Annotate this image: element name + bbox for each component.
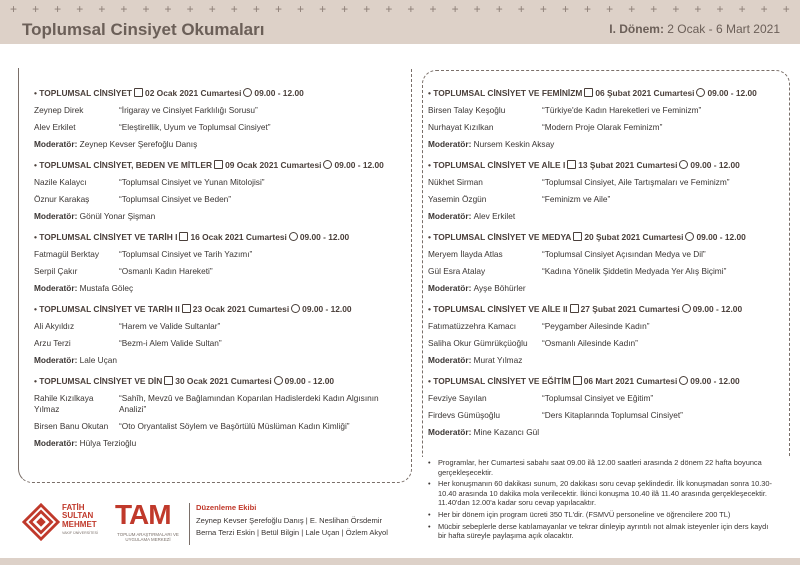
- talk-row: [34, 393, 404, 415]
- speaker-name: Nükhet Sirman: [428, 177, 483, 187]
- clock-icon: [682, 304, 691, 313]
- note-item: [428, 479, 778, 508]
- speaker-name: Öznur Karakaş: [34, 194, 90, 204]
- session-topic: TOPLUMSAL CİNSİYET, BEDEN VE MİTLER: [39, 160, 213, 170]
- moderator-name: Murat Yılmaz: [473, 355, 523, 365]
- session-date: 27 Şubat 2021 Cumartesi: [580, 304, 680, 314]
- bullet-icon: •: [428, 479, 431, 489]
- talk-title: “Ders Kitaplarında Toplumsal Cinsiyet”: [542, 410, 683, 420]
- speaker-name: Alev Erkilet: [34, 122, 76, 132]
- talk-row: [428, 249, 784, 260]
- session-date: 30 Ocak 2021 Cumartesi: [175, 376, 272, 386]
- moderator-label: Moderatör:: [34, 355, 78, 365]
- plus-glyph: +: [738, 2, 746, 16]
- moderator-name: Mustafa Göleç: [79, 283, 134, 293]
- org-line1: Zeynep Kevser Şerefoğlu Danış | E. Neslihan Örsdemir: [196, 515, 382, 525]
- talk-row: [428, 410, 784, 421]
- talk-title: “Toplumsal Cinsiyet ve Eğitim”: [542, 393, 654, 403]
- talk-row: [34, 249, 404, 260]
- session-topic: TOPLUMSAL CİNSİYET VE MEDYA: [433, 232, 572, 242]
- session-date: 13 Şubat 2021 Cumartesi: [578, 160, 678, 170]
- plus-glyph: +: [782, 2, 790, 16]
- talk-row: [34, 122, 404, 133]
- plus-glyph: +: [628, 2, 636, 16]
- moderator-line: [34, 139, 404, 150]
- talk-title: “Toplumsal Cinsiyet Açısından Medya ve Dil”: [542, 249, 706, 259]
- plus-glyph: +: [341, 2, 349, 16]
- fsm-subtitle: VAKIF ÜNİVERSİTESİ: [62, 531, 99, 536]
- speaker-name: Fatmagül Berktay: [34, 249, 100, 259]
- speaker-name: Rahile Kızılkaya Yılmaz: [34, 393, 94, 414]
- calendar-icon: [570, 304, 579, 313]
- speaker-name: Nazile Kalaycı: [34, 177, 87, 187]
- note-item: [428, 510, 778, 520]
- talk-row: [428, 321, 784, 332]
- note-item: [428, 458, 778, 477]
- moderator-line: [428, 211, 784, 222]
- talk-row: [428, 122, 784, 133]
- talk-row: [428, 194, 784, 205]
- speaker-name: Birsen Banu Okutan: [34, 421, 109, 431]
- speaker-name: Serpil Çakır: [34, 266, 78, 276]
- plus-glyph: +: [561, 2, 569, 16]
- talk-title: “Sahîh, Mevzû ve Bağlamından Koparılan Hadislerdeki Kadın Algısının Analizi”: [119, 393, 379, 414]
- talk-title: “Peygamber Ailesinde Kadın”: [542, 321, 650, 331]
- session-date: 09 Ocak 2021 Cumartesi: [225, 160, 322, 170]
- fsm-line2: SULTAN: [62, 511, 94, 521]
- plus-glyph: +: [672, 2, 680, 16]
- talk-row: [34, 421, 404, 432]
- session-time: 09.00 - 12.00: [707, 88, 757, 98]
- session-time: 09.00 - 12.00: [302, 304, 352, 314]
- footer-band: [0, 558, 800, 565]
- speaker-name: Zeynep Direk: [34, 105, 84, 115]
- talk-title: “Oto Oryantalist Söylem ve Başörtülü Müslüman Kadın Kimliği”: [119, 421, 350, 431]
- moderator-line: [428, 139, 784, 150]
- talk-row: [34, 338, 404, 349]
- calendar-icon: [182, 304, 191, 313]
- session-topic: TOPLUMSAL CİNSİYET VE TARİH I: [39, 232, 178, 242]
- fsm-line3: MEHMET: [62, 519, 97, 529]
- session-date: 23 Ocak 2021 Cumartesi: [192, 304, 290, 314]
- plus-glyph: +: [319, 2, 327, 16]
- organizing-team: [196, 502, 388, 540]
- clock-icon: [679, 160, 688, 169]
- calendar-icon: [573, 376, 582, 385]
- session-title: • TOPLUMSAL CİNSİYET VE AİLE II 27 Şubat 2021 Cumartesi 09.00 - 12.00: [428, 304, 743, 314]
- speaker-name: Saliha Okur Gümrükçüoğlu: [428, 338, 528, 348]
- clock-icon: [696, 88, 705, 97]
- plus-glyph: +: [539, 2, 547, 16]
- calendar-icon: [584, 88, 593, 97]
- note-text: Programlar, her Cumartesi sabahı saat 09.00 ilâ 12.00 saatleri arasında 2 dönem 22 hafta boyunca gerçekleşecektir.: [438, 458, 762, 477]
- plus-glyph: +: [429, 2, 437, 16]
- session-title: • TOPLUMSAL CİNSİYET VE EĞİTİM 06 Mart 2021 Cumartesi 09.00 - 12.00: [428, 376, 740, 386]
- plus-glyph: +: [230, 2, 238, 16]
- clock-icon: [289, 232, 298, 241]
- left-column: [34, 88, 404, 459]
- session-block: [428, 88, 784, 150]
- session-title: • TOPLUMSAL CİNSİYET VE TARİH II 23 Ocak 2021 Cumartesi 09.00 - 12.00: [34, 304, 352, 314]
- session-time: 09.00 - 12.00: [334, 160, 384, 170]
- moderator-label: Moderatör:: [428, 427, 472, 437]
- org-heading: Düzenleme Ekibi: [196, 503, 257, 512]
- session-block: [428, 160, 784, 222]
- speaker-name: Fatımatüzzehra Kamacı: [428, 321, 517, 331]
- session-topic: TOPLUMSAL CİNSİYET VE AİLE I: [433, 160, 566, 170]
- session-date: 02 Ocak 2021 Cumartesi: [145, 88, 242, 98]
- session-block: [34, 376, 404, 449]
- moderator-name: Ayşe Böhürler: [473, 283, 526, 293]
- note-text: Her bir dönem için program ücreti 350 TL'dir. (FSMVÜ personeline ve öğrencilere 200 TL): [438, 509, 731, 519]
- session-time: 09.00 - 12.00: [690, 160, 740, 170]
- speaker-name: Fevziye Sayılan: [428, 393, 487, 403]
- session-time: 09.00 - 12.00: [692, 304, 743, 314]
- session-title: • TOPLUMSAL CİNSİYET VE TARİH I 16 Ocak 2021 Cumartesi 09.00 - 12.00: [34, 232, 350, 242]
- plus-glyph: +: [10, 2, 18, 16]
- session-title: • TOPLUMSAL CİNSİYET 02 Ocak 2021 Cumartesi 09.00 - 12.00: [34, 88, 304, 98]
- talk-title: “Toplumsal Cinsiyet ve Tarih Yazımı”: [119, 249, 253, 259]
- session-time: 09.00 - 12.00: [284, 376, 335, 386]
- speaker-name: Firdevs Gümüşoğlu: [428, 410, 500, 420]
- page-title: Toplumsal Cinsiyet Okumaları: [22, 20, 265, 39]
- speaker-name: Gül Esra Atalay: [428, 266, 486, 276]
- moderator-label: Moderatör:: [34, 211, 78, 221]
- talk-title: “Türkiye'de Kadın Hareketleri ve Feminizm”: [542, 105, 702, 115]
- calendar-icon: [164, 376, 173, 385]
- speaker-name: Meryem İlayda Atlas: [428, 249, 503, 259]
- talk-title: “Modern Proje Olarak Feminizm”: [542, 122, 663, 132]
- speaker-name: Birsen Talay Keşoğlu: [428, 105, 506, 115]
- talk-title: “Osmanlı Kadın Hareketi”: [119, 266, 213, 276]
- plus-glyph: +: [252, 2, 260, 16]
- plus-glyph: +: [142, 2, 150, 16]
- session-block: [428, 376, 784, 438]
- moderator-name: Nursem Keskin Aksay: [473, 139, 555, 149]
- session-title: • TOPLUMSAL CİNSİYET, BEDEN VE MİTLER 09 Ocak 2021 Cumartesi 09.00 - 12.00: [34, 160, 384, 170]
- moderator-label: Moderatör:: [428, 139, 472, 149]
- plus-glyph: +: [208, 2, 216, 16]
- session-time: 09.00 - 12.00: [254, 88, 304, 98]
- talk-title: “Harem ve Valide Sultanlar”: [119, 321, 221, 331]
- moderator-label: Moderatör:: [34, 139, 78, 149]
- session-title: • TOPLUMSAL CİNSİYET VE FEMİNİZM 06 Şubat 2021 Cumartesi 09.00 - 12.00: [428, 88, 757, 98]
- session-block: [34, 232, 404, 294]
- moderator-line: [34, 211, 404, 222]
- talk-row: [34, 266, 404, 277]
- session-block: [428, 232, 784, 294]
- header-band: [0, 0, 800, 44]
- moderator-name: Mine Kazancı Gül: [473, 427, 540, 437]
- plus-glyph: +: [32, 2, 40, 16]
- speaker-name: Ali Akyıldız: [34, 321, 75, 331]
- talk-title: “Osmanlı Ailesinde Kadın”: [542, 338, 638, 348]
- bullet-icon: •: [428, 521, 431, 531]
- moderator-line: [428, 427, 784, 438]
- plus-glyph: +: [451, 2, 459, 16]
- moderator-name: Alev Erkilet: [473, 211, 516, 221]
- plus-glyph: +: [584, 2, 592, 16]
- calendar-icon: [214, 160, 223, 169]
- plus-glyph: +: [120, 2, 128, 16]
- talk-title: “Toplumsal Cinsiyet ve Beden”: [119, 194, 232, 204]
- talk-title: “Toplumsal Cinsiyet ve Yunan Mitolojisi”: [119, 177, 265, 187]
- session-topic: TOPLUMSAL CİNSİYET VE EĞİTİM: [433, 376, 571, 386]
- plus-glyph: +: [716, 2, 724, 16]
- clock-icon: [685, 232, 694, 241]
- plus-glyph: +: [98, 2, 106, 16]
- talk-row: [428, 177, 784, 188]
- talk-title: “İrigaray ve Cinsiyet Farklılığı Sorusu”: [119, 105, 258, 115]
- plus-glyph: +: [164, 2, 172, 16]
- term-label: I. Dönem:: [609, 22, 664, 36]
- moderator-name: Lale Uçan: [79, 355, 118, 365]
- speaker-name: Nurhayat Kızılkan: [428, 122, 494, 132]
- tam-subtitle: TOPLUM ARAŞTIRMALARI VE UYGULAMA MERKEZİ: [117, 532, 179, 542]
- moderator-line: [34, 438, 404, 449]
- moderator-label: Moderatör:: [34, 438, 78, 448]
- session-date: 20 Şubat 2021 Cumartesi: [584, 232, 684, 242]
- session-topic: TOPLUMSAL CİNSİYET VE DİN: [39, 376, 163, 386]
- clock-icon: [274, 376, 283, 385]
- plus-glyph: +: [76, 2, 84, 16]
- moderator-line: [34, 283, 404, 294]
- right-column: [428, 88, 784, 448]
- term-range: 2 Ocak - 6 Mart 2021: [667, 22, 780, 36]
- moderator-line: [34, 355, 404, 366]
- bullet-icon: •: [428, 509, 431, 519]
- talk-title: “Kadına Yönelik Şiddetin Medyada Yer Alış Biçimi”: [542, 266, 727, 276]
- speaker-name: Yasemin Özgün: [428, 194, 487, 204]
- talk-row: [428, 338, 784, 349]
- moderator-line: [428, 283, 784, 294]
- plus-glyph: +: [694, 2, 702, 16]
- session-topic: TOPLUMSAL CİNSİYET VE AİLE II: [433, 304, 568, 314]
- term-dates: [609, 22, 780, 36]
- fsm-logo-icon: [22, 503, 60, 541]
- plus-glyph: +: [363, 2, 371, 16]
- program-notes: [428, 458, 778, 543]
- plus-glyph: +: [517, 2, 525, 16]
- talk-row: [34, 105, 404, 116]
- talk-title: “Eleştirellik, Uyum ve Toplumsal Cinsiyet”: [119, 122, 271, 132]
- session-title: • TOPLUMSAL CİNSİYET VE DİN 30 Ocak 2021 Cumartesi 09.00 - 12.00: [34, 376, 335, 386]
- session-topic: TOPLUMSAL CİNSİYET: [39, 88, 133, 98]
- clock-icon: [679, 376, 688, 385]
- org-line2: Berna Terzi Eskin | Betül Bilgin | Lale Uçan | Özlem Akyol: [196, 528, 388, 538]
- talk-row: [428, 393, 784, 404]
- session-block: [34, 88, 404, 150]
- session-topic: TOPLUMSAL CİNSİYET VE FEMİNİZM: [433, 88, 583, 98]
- session-block: [34, 160, 404, 222]
- talk-row: [34, 321, 404, 332]
- note-text: Her konuşmanın 60 dakikası sunum, 20 dakikası soru cevap şeklindedir. İlk konuşmadan sonra 10.30-10.40 arasında 10 dakika mola verilecektir. İkinci konuşma 10.40 ilâ 11.40 arasında gerçekleşecektir. 11.40'dan 12.00'a kadar soru cevap yapılacaktır.: [438, 479, 772, 508]
- session-block: [34, 304, 404, 366]
- plus-glyph: +: [274, 2, 282, 16]
- calendar-icon: [567, 160, 576, 169]
- talk-title: “Feminizm ve Aile”: [542, 194, 611, 204]
- calendar-icon: [573, 232, 582, 241]
- session-time: 09.00 - 12.00: [299, 232, 350, 242]
- session-date: 16 Ocak 2021 Cumartesi: [190, 232, 287, 242]
- speaker-name: Arzu Terzi: [34, 338, 71, 348]
- fsm-line1: FATİH: [62, 503, 85, 512]
- plus-glyph: +: [54, 2, 62, 16]
- moderator-label: Moderatör:: [428, 283, 472, 293]
- footer-divider: [189, 503, 190, 545]
- bullet-icon: •: [428, 458, 431, 467]
- decorative-plus-row: [10, 3, 790, 15]
- calendar-icon: [179, 232, 188, 241]
- plus-glyph: +: [606, 2, 614, 16]
- talk-row: [428, 266, 784, 277]
- calendar-icon: [134, 88, 143, 97]
- talk-row: [34, 194, 404, 205]
- plus-glyph: +: [186, 2, 194, 16]
- plus-glyph: +: [407, 2, 415, 16]
- plus-glyph: +: [473, 2, 481, 16]
- tam-logo: TAM: [115, 499, 171, 530]
- talk-title: “Bezm-i Alem Valide Sultan”: [119, 338, 222, 348]
- note-text: Mücbir sebeplerle derse katılamayanlar ve tekrar dinleyip ayrıntılı not almak isteyenler için ders kaydı bir hafta süreyle paylaşıma açık olacaktır.: [438, 521, 769, 541]
- moderator-name: Hülya Terzioğlu: [79, 438, 137, 448]
- clock-icon: [243, 88, 252, 97]
- session-block: [428, 304, 784, 366]
- session-time: 09.00 - 12.00: [696, 232, 746, 242]
- talk-row: [34, 177, 404, 188]
- session-topic: TOPLUMSAL CİNSİYET VE TARİH II: [39, 304, 180, 314]
- talk-title: “Toplumsal Cinsiyet, Aile Tartışmaları ve Feminizm”: [542, 177, 730, 187]
- moderator-line: [428, 355, 784, 366]
- session-title: • TOPLUMSAL CİNSİYET VE AİLE I 13 Şubat 2021 Cumartesi 09.00 - 12.00: [428, 160, 740, 170]
- plus-glyph: +: [297, 2, 305, 16]
- moderator-label: Moderatör:: [34, 283, 78, 293]
- session-date: 06 Şubat 2021 Cumartesi: [595, 88, 695, 98]
- plus-glyph: +: [495, 2, 503, 16]
- session-date: 06 Mart 2021 Cumartesi: [583, 376, 678, 386]
- moderator-name: Zeynep Kevser Şerefoğlu Danış: [79, 139, 198, 149]
- clock-icon: [291, 304, 300, 313]
- moderator-label: Moderatör:: [428, 355, 472, 365]
- plus-glyph: +: [760, 2, 768, 16]
- plus-glyph: +: [385, 2, 393, 16]
- fsm-wordmark: [62, 504, 98, 538]
- note-item: [428, 522, 778, 541]
- session-title: • TOPLUMSAL CİNSİYET VE MEDYA 20 Şubat 2021 Cumartesi 09.00 - 12.00: [428, 232, 746, 242]
- plus-glyph: +: [650, 2, 658, 16]
- session-time: 09.00 - 12.00: [690, 376, 740, 386]
- talk-row: [428, 105, 784, 116]
- moderator-label: Moderatör:: [428, 211, 472, 221]
- clock-icon: [323, 160, 332, 169]
- moderator-name: Gönül Yonar Şişman: [79, 211, 156, 221]
